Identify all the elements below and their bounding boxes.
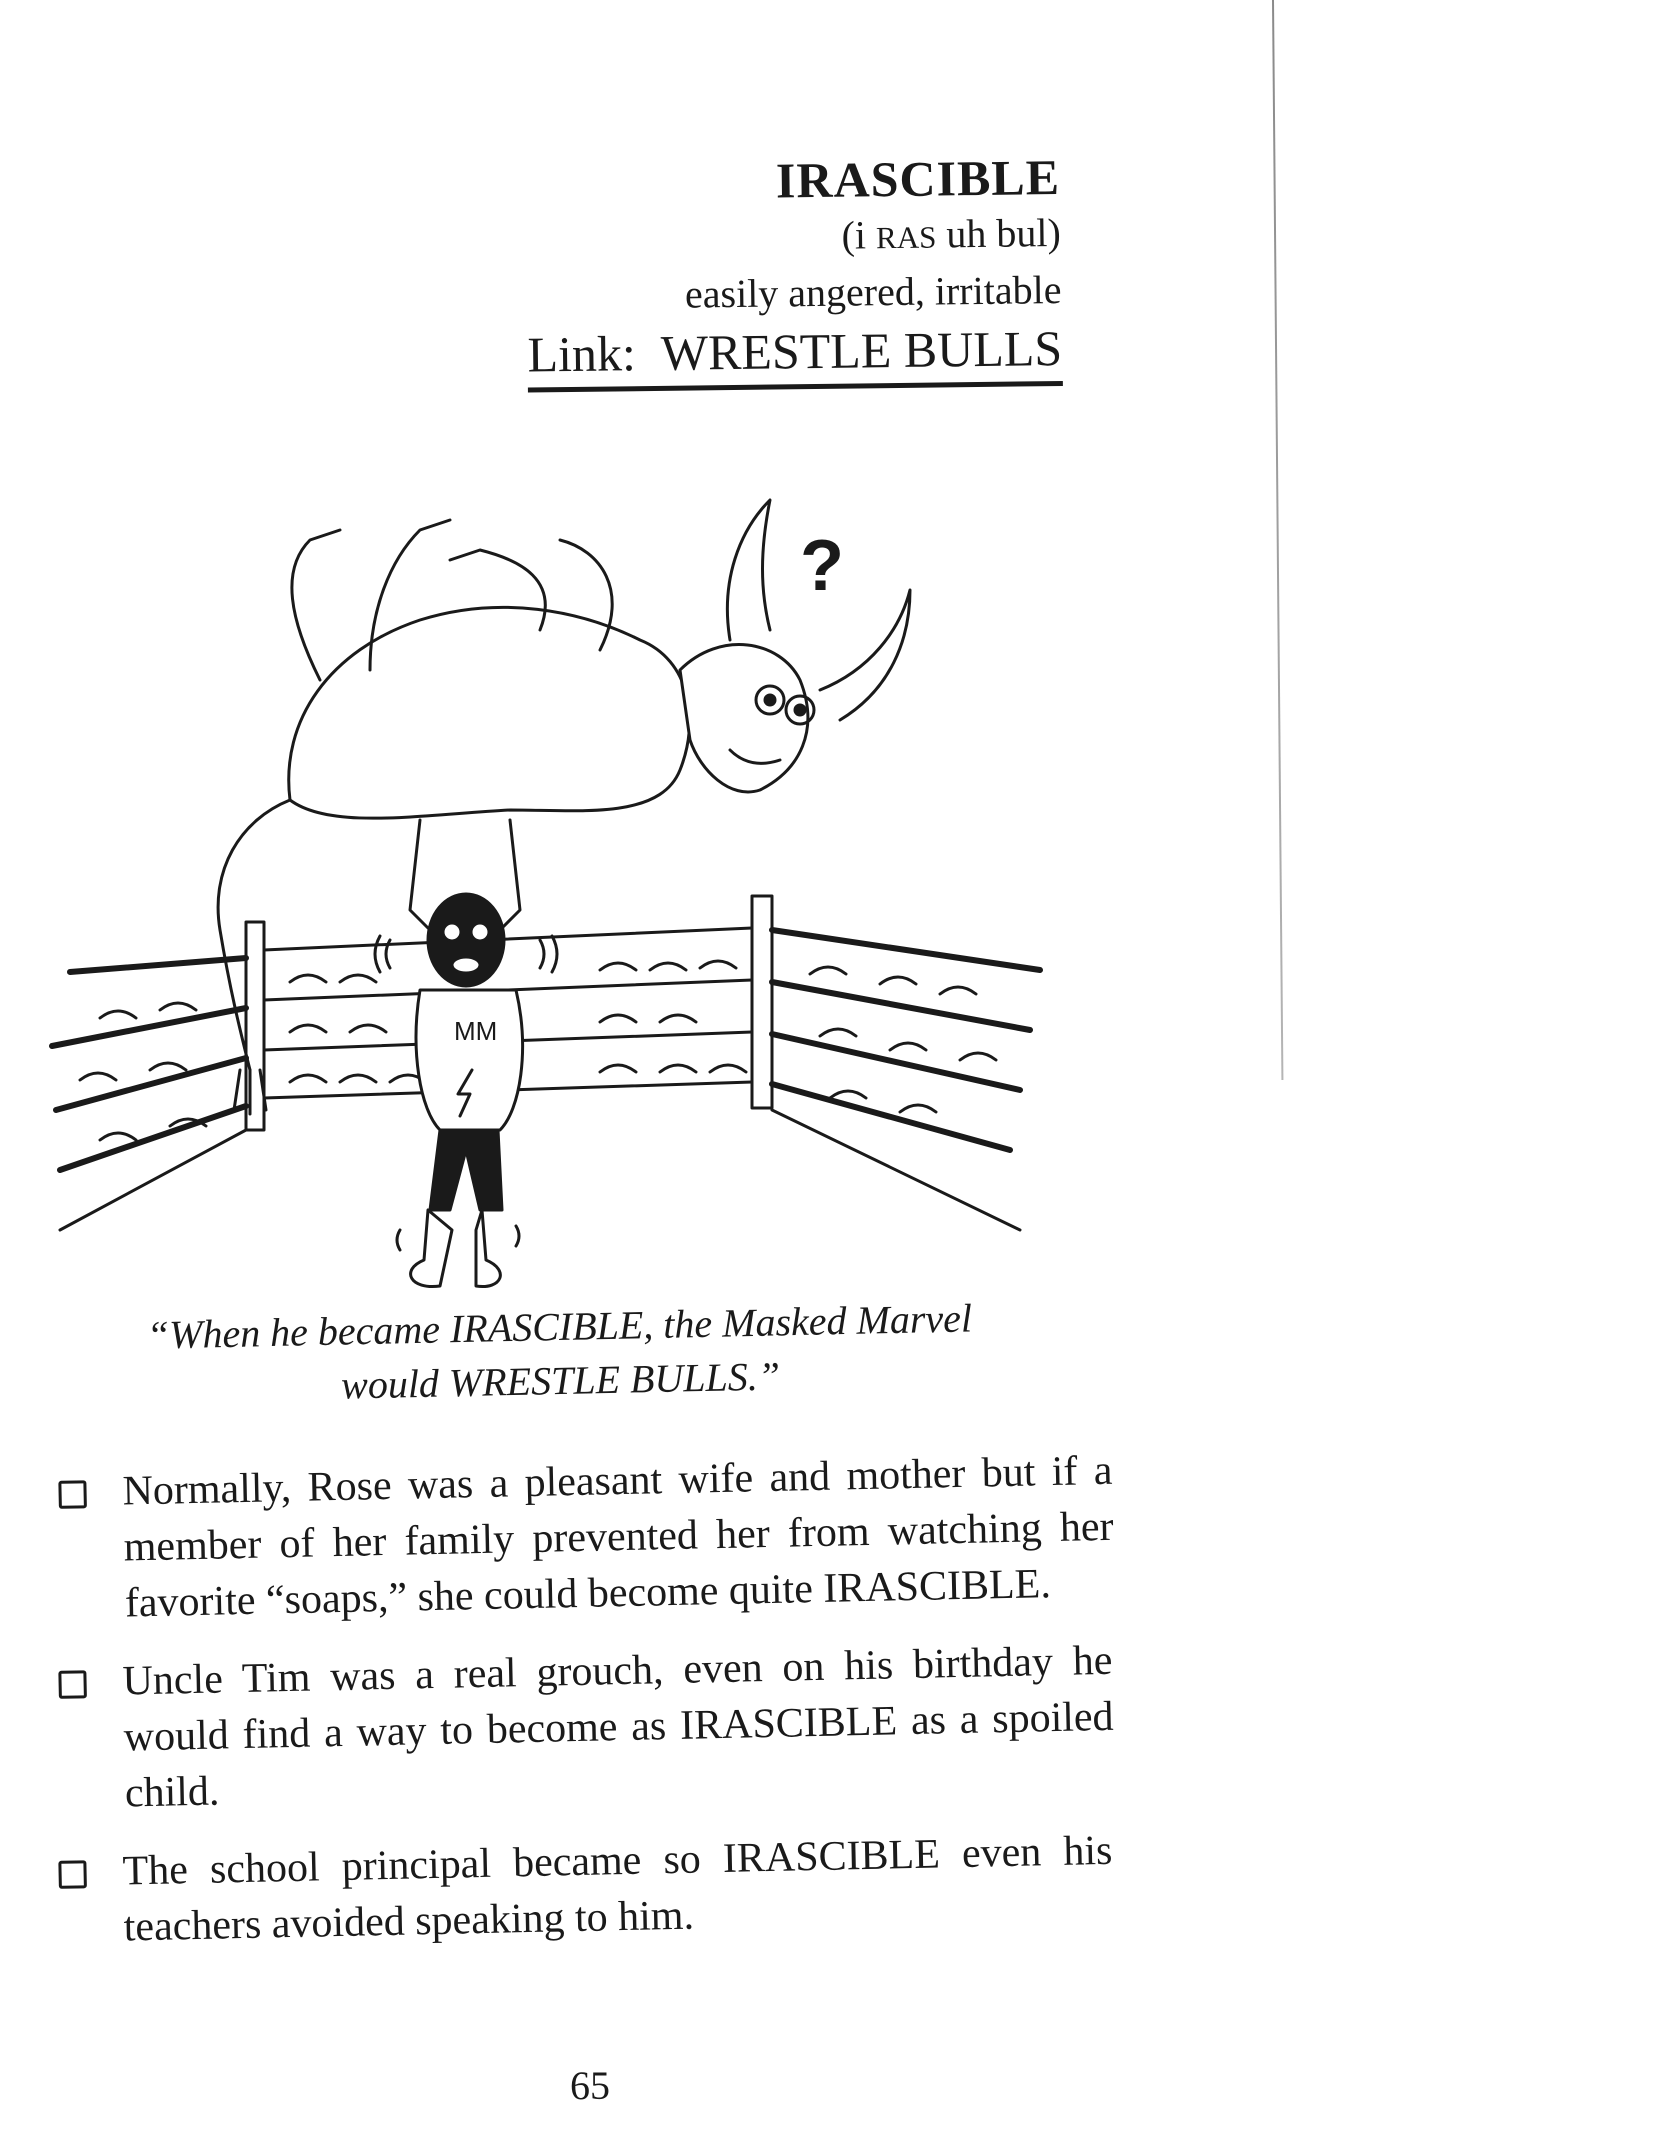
caption-line-2: would WRESTLE BULLS.” [340, 1353, 781, 1408]
example-item [52, 1633, 1115, 1823]
entry-definition: easily angered, irritable [684, 266, 1063, 317]
caption-line-1: “When he became IRASCIBLE, the Masked Marvel [146, 1295, 973, 1358]
example-text: Uncle Tim was a real grouch, even on his birthday he would find a way to become as IRASCIBLE as a spoiled child. [122, 1637, 1115, 1817]
link-label: Link: [527, 325, 637, 383]
question-mark: ? [800, 526, 844, 606]
link-phrase: WRESTLE BULLS [660, 319, 1063, 381]
pronunciation-stress: RAS [876, 219, 937, 256]
entry-link [527, 319, 1062, 393]
checkbox-icon[interactable] [58, 1860, 87, 1889]
example-text: Normally, Rose was a pleasant wife and mother but if a member of her family prevented her from watching her favorite “soaps,” she could become quite IRASCIBLE. [122, 1447, 1115, 1627]
checkbox-icon[interactable] [58, 1480, 87, 1509]
pronunciation-open: (i [841, 212, 877, 258]
caption [59, 1290, 1061, 1419]
wrestler-lifting-bull-illustration [40, 470, 1080, 1310]
example-item [52, 1823, 1114, 1957]
example-text: The school principal became so IRASCIBLE even his teachers avoided speaking to him. [122, 1827, 1113, 1951]
entry-word: IRASCIBLE [775, 148, 1061, 209]
mask-initials: MM [454, 1016, 498, 1046]
page-edge-line [1272, 0, 1283, 1080]
example-list [52, 1447, 1115, 1979]
pronunciation-close: uh bul) [936, 209, 1062, 257]
entry-header [525, 148, 1063, 393]
example-item [52, 1443, 1115, 1633]
entry-pronunciation [526, 206, 1061, 270]
ring-post-right [752, 896, 772, 1108]
checkbox-icon[interactable] [58, 1670, 87, 1699]
page-number: 65 [570, 2063, 610, 2108]
